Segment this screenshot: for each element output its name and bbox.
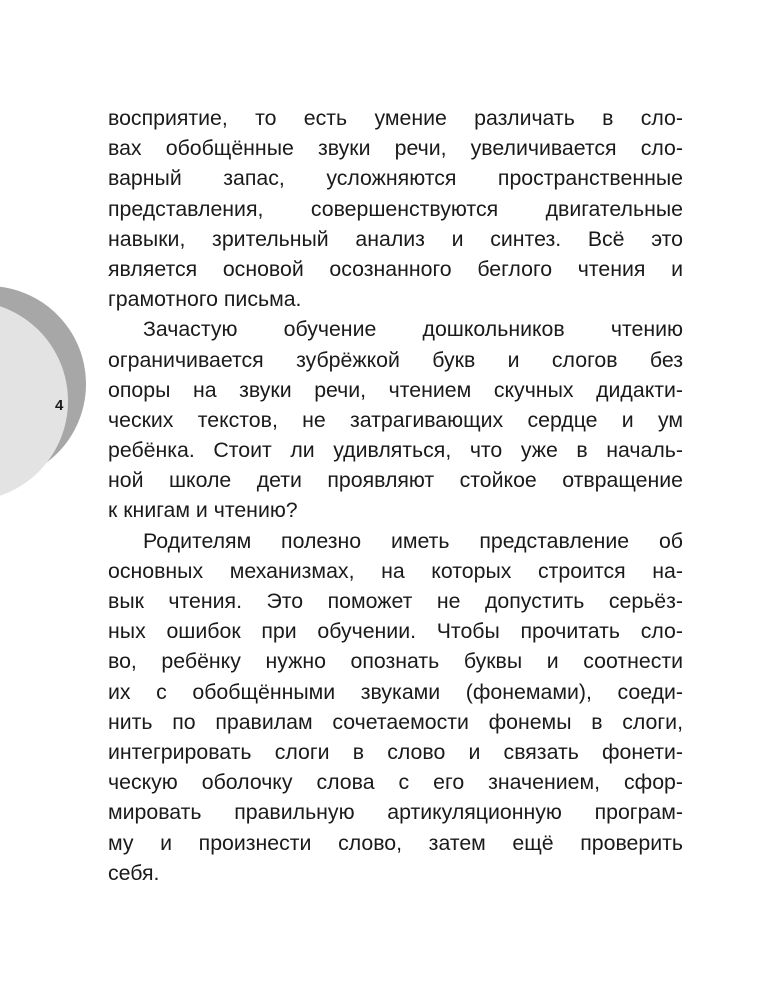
text-line: себя.	[108, 860, 160, 885]
text-line: грамотного письма.	[108, 287, 302, 312]
text-line: му и произнести слово, затем ещё проверить	[108, 830, 683, 855]
text-line: ных ошибок при обучении. Чтобы прочитать сло-	[108, 619, 683, 644]
text-line: Зачастую обучение дошкольников чтению	[143, 317, 683, 342]
text-line: представления, совершенствуются двигательные	[108, 196, 683, 221]
paragraph-2	[108, 314, 683, 525]
text-line: варный запас, усложняются пространственные	[108, 166, 683, 191]
body-text	[108, 103, 683, 888]
text-line: восприятие, то есть умение различать в сло-	[108, 106, 683, 130]
text-line: Родителям полезно иметь представление об	[143, 528, 683, 553]
text-line: ребёнка. Стоит ли удивляться, что уже в началь-	[108, 438, 683, 463]
text-line: опоры на звуки речи, чтением скучных дидакти-	[108, 377, 683, 402]
text-line: во, ребёнку нужно опознать буквы и соотнести	[108, 649, 683, 674]
text-line: ограничивается зубрёжкой букв и слогов без	[108, 347, 683, 372]
page-number: 4	[55, 397, 64, 414]
text-line: ческую оболочку слова с его значением, сфор-	[108, 770, 683, 795]
text-line: интегрировать слоги в слово и связать фонети-	[108, 739, 683, 764]
paragraph-3	[108, 526, 683, 888]
text-line: навыки, зрительный анализ и синтез. Всё это	[108, 226, 683, 251]
text-line: вах обобщённые звуки речи, увеличивается сло-	[108, 136, 683, 161]
text-line: их с обобщёнными звуками (фонемами), соеди-	[108, 679, 683, 704]
text-line: нить по правилам сочетаемости фонемы в слоги,	[108, 709, 683, 734]
page-number-badge	[0, 286, 90, 501]
text-line: к книгам и чтению?	[108, 498, 298, 523]
text-line: основных механизмах, на которых строится на-	[108, 558, 683, 583]
text-line: мировать правильную артикуляционную програм-	[108, 800, 683, 825]
text-line: ческих текстов, не затрагивающих сердце и ум	[108, 407, 683, 432]
text-line: ной школе дети проявляют стойкое отвращение	[108, 468, 683, 493]
paragraph-1	[108, 103, 683, 314]
text-line: вык чтения. Это поможет не допустить серьёз-	[108, 589, 683, 613]
text-line: является основой осознанного беглого чтения и	[108, 256, 683, 281]
